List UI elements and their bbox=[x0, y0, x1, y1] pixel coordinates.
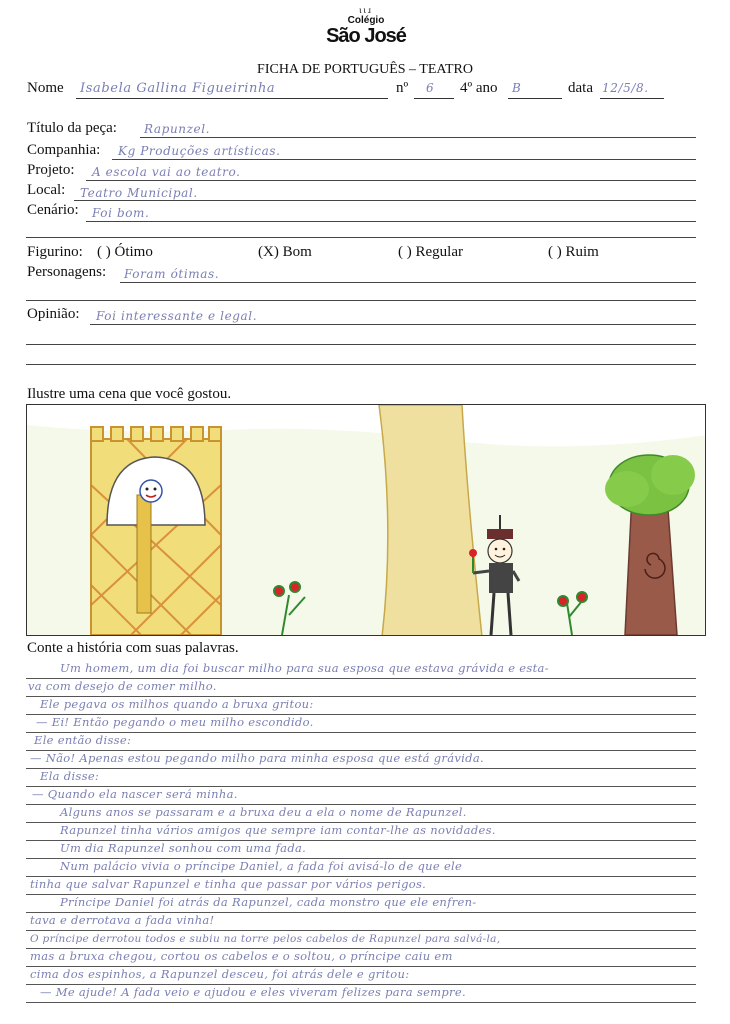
figurino-option-regular[interactable]: ( ) Regular bbox=[398, 244, 463, 260]
personagens-label: Personagens: bbox=[27, 264, 107, 280]
titulo-label: Título da peça: bbox=[27, 120, 117, 136]
personagens-value[interactable]: Foram ótimas. bbox=[124, 267, 220, 281]
nome-field[interactable] bbox=[76, 80, 388, 99]
illustration-prompt: Ilustre uma cena que você gostou. bbox=[27, 386, 232, 402]
cenario-value[interactable]: Foi bom. bbox=[92, 206, 150, 220]
story-line: mas a bruxa chegou, cortou os cabelos e o soltou, o príncipe caiu em bbox=[26, 940, 696, 967]
projeto-line bbox=[86, 180, 696, 181]
figurino-option-ruim[interactable]: ( ) Ruim bbox=[548, 244, 599, 260]
projeto-label: Projeto: bbox=[27, 162, 75, 178]
story-line: O príncipe derrotou todos e subiu na torre pelos cabelos de Rapunzel para salvá-la, bbox=[26, 922, 696, 949]
story-line: Num palácio vivia o príncipe Daniel, a fada foi avisá-lo de que ele bbox=[26, 850, 696, 877]
story-line: — Quando ela nascer será minha. bbox=[26, 778, 696, 805]
cenario-label: Cenário: bbox=[27, 202, 79, 218]
illustration-frame bbox=[26, 404, 706, 636]
data-field[interactable] bbox=[600, 80, 664, 99]
opiniao-line-2 bbox=[26, 344, 696, 345]
tower-drawing bbox=[91, 427, 221, 635]
nome-label: Nome bbox=[27, 80, 64, 96]
companhia-label: Companhia: bbox=[27, 142, 101, 158]
numero-label: nº bbox=[396, 80, 409, 96]
story-line: Alguns anos se passaram e a bruxa deu a ela o nome de Rapunzel. bbox=[26, 796, 696, 823]
opiniao-value[interactable]: Foi interessante e legal. bbox=[96, 309, 258, 323]
cenario-line bbox=[86, 221, 696, 222]
numero-field[interactable] bbox=[414, 80, 454, 99]
titulo-line bbox=[140, 137, 696, 138]
story-line: — Não! Apenas estou pegando milho para minha esposa que está grávida. bbox=[26, 742, 696, 769]
local-value[interactable]: Teatro Municipal. bbox=[80, 186, 198, 200]
school-logo bbox=[318, 6, 414, 52]
local-label: Local: bbox=[27, 182, 66, 198]
logo-mark-icon: ɩɩɹ bbox=[359, 5, 373, 15]
personagens-line-2 bbox=[26, 300, 696, 301]
story-line: tava e derrotava a fada vinha! bbox=[26, 904, 696, 931]
companhia-line bbox=[112, 159, 696, 160]
opiniao-line-3 bbox=[26, 364, 696, 365]
data-label: data bbox=[568, 80, 593, 96]
numero-value: 6 bbox=[426, 81, 435, 95]
projeto-value[interactable]: A escola vai ao teatro. bbox=[92, 165, 241, 179]
figurino-label: Figurino: bbox=[27, 244, 83, 260]
opiniao-line bbox=[90, 324, 696, 325]
story-line: — Me ajude! A fada veio e ajudou e eles viveram felizes para sempre. bbox=[26, 976, 696, 1003]
story-line: cima dos espinhos, a Rapunzel desceu, foi atrás dele e gritou: bbox=[26, 958, 696, 985]
story-line: Ela disse: bbox=[26, 760, 696, 787]
story-line: Um dia Rapunzel sonhou com uma fada. bbox=[26, 832, 696, 859]
story-line: Príncipe Daniel foi atrás da Rapunzel, cada monstro que ele enfren- bbox=[26, 886, 696, 913]
data-value: 12/5/8. bbox=[602, 81, 649, 95]
local-line bbox=[74, 200, 696, 201]
story-line: Ele então disse: bbox=[26, 724, 696, 751]
titulo-value[interactable]: Rapunzel. bbox=[144, 122, 211, 136]
nome-value: Isabela Gallina Figueirinha bbox=[80, 81, 276, 96]
ano-label: 4º ano bbox=[460, 80, 498, 96]
separator-line bbox=[26, 237, 696, 238]
story-lines[interactable] bbox=[0, 652, 730, 1012]
story-line: Um homem, um dia foi buscar milho para sua esposa que estava grávida e esta- bbox=[26, 652, 696, 679]
story-line: Rapunzel tinha vários amigos que sempre iam contar-lhe as novidades. bbox=[26, 814, 696, 841]
story-line: — Ei! Então pegando o meu milho escondido. bbox=[26, 706, 696, 733]
illustration-drawing bbox=[27, 405, 706, 636]
personagens-line bbox=[120, 282, 696, 283]
companhia-value[interactable]: Kg Produções artísticas. bbox=[118, 144, 281, 158]
story-line: va com desejo de comer milho. bbox=[26, 670, 696, 697]
logo-big-text: São José bbox=[326, 25, 406, 47]
page-title: FICHA DE PORTUGUÊS – TEATRO bbox=[257, 62, 473, 77]
logo-small-text: Colégio bbox=[347, 15, 385, 26]
figurino-option-bom[interactable]: (X) Bom bbox=[258, 244, 312, 260]
story-line: tinha que salvar Rapunzel e tinha que passar por vários perigos. bbox=[26, 868, 696, 895]
opiniao-label: Opinião: bbox=[27, 306, 80, 322]
story-line: Ele pegava os milhos quando a bruxa gritou: bbox=[26, 688, 696, 715]
turma-value: B bbox=[512, 81, 522, 95]
turma-field[interactable] bbox=[508, 80, 562, 99]
figurino-option-otimo[interactable]: ( ) Ótimo bbox=[97, 244, 153, 260]
story-prompt: Conte a história com suas palavras. bbox=[27, 640, 239, 656]
